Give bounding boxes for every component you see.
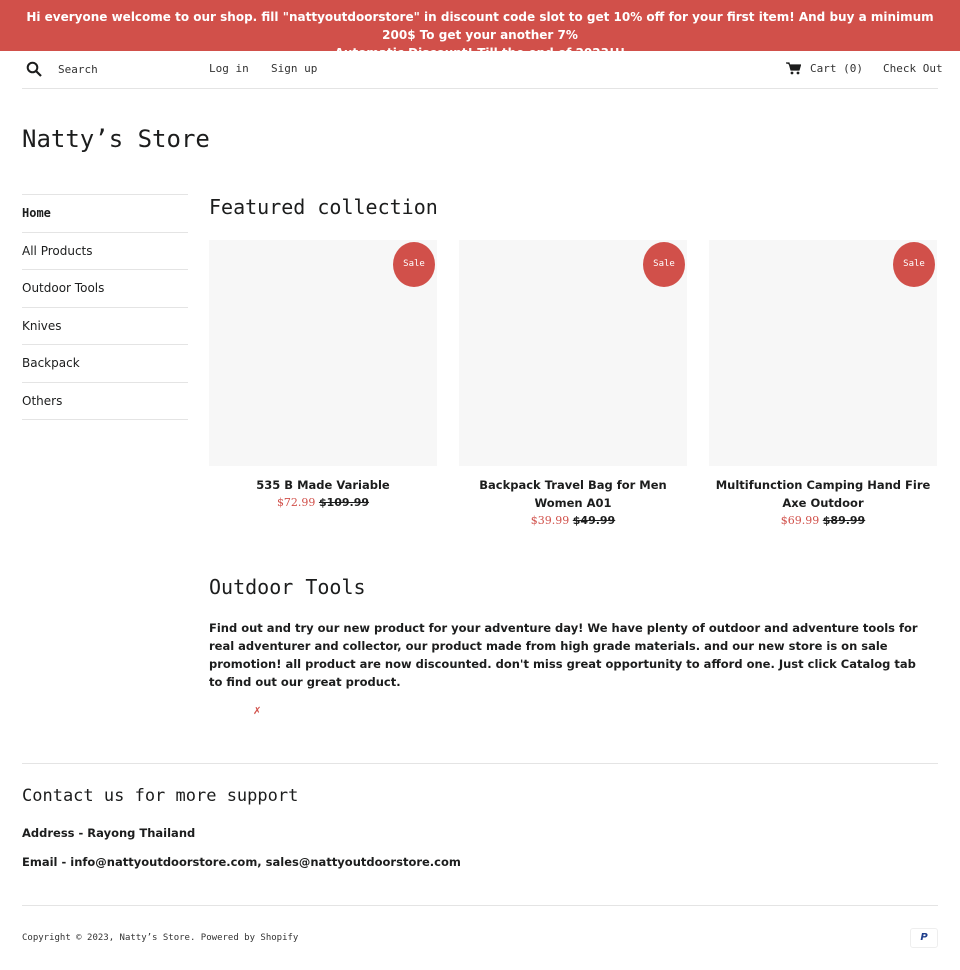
search-icon[interactable] <box>26 61 42 77</box>
site-header <box>22 51 943 89</box>
product-image[interactable] <box>209 240 437 466</box>
cart-link[interactable]: Cart (0) <box>810 62 863 75</box>
sale-badge: Sale <box>393 242 435 287</box>
cart-icon[interactable] <box>786 62 801 75</box>
sale-badge: Sale <box>893 242 935 287</box>
signup-link[interactable]: Sign up <box>271 62 318 75</box>
announcement-bar <box>0 0 960 60</box>
product-card[interactable] <box>709 240 937 530</box>
store-title[interactable]: Natty’s Store <box>22 125 210 153</box>
original-price: $49.99 <box>572 514 616 527</box>
product-name[interactable]: Multifunction Camping Hand Fire Axe Outdoor <box>715 478 931 510</box>
sale-price: $69.99 <box>780 514 820 527</box>
sale-badge: Sale <box>643 242 685 287</box>
product-name[interactable]: 535 B Made Variable <box>256 478 390 492</box>
announcement-line-2: Automatic Discount! Till the end of 2023!!! <box>334 46 626 60</box>
product-image[interactable] <box>459 240 687 466</box>
login-link[interactable]: Log in <box>209 62 249 75</box>
sidebar-nav <box>22 194 188 420</box>
paypal-icon: P <box>910 928 938 948</box>
product-price <box>459 512 687 530</box>
sidebar-item-outdoor-tools[interactable]: Outdoor Tools <box>22 270 188 308</box>
original-price: $109.99 <box>318 496 370 509</box>
sidebar-item-home[interactable]: Home <box>22 195 188 233</box>
product-name[interactable]: Backpack Travel Bag for Men Women A01 <box>479 478 667 510</box>
product-card[interactable] <box>459 240 687 530</box>
outdoor-tools-description: Find out and try our new product for your adventure day! We have plenty of outdoor and adventure tools for real adventurer and collector, our product made from high grade materials. and our new store is on sale promotion! all product are now discounted. don't miss great opportunity to afford one. Just click Catalog tab to find out our great product. <box>209 621 918 689</box>
product-price <box>709 512 937 530</box>
featured-collection-title: Featured collection <box>209 195 438 219</box>
outdoor-tools-title: Outdoor Tools <box>209 575 366 599</box>
search-input[interactable] <box>58 60 198 78</box>
contact-email: Email - info@nattyoutdoorstore.com, sales@nattyoutdoorstore.com <box>22 855 461 869</box>
divider <box>22 905 938 906</box>
sidebar-item-all-products[interactable]: All Products <box>22 233 188 271</box>
product-image[interactable] <box>709 240 937 466</box>
copyright: Copyright © 2023, Natty’s Store. Powered by Shopify <box>22 933 299 943</box>
checkout-link[interactable]: Check Out <box>883 62 943 75</box>
contact-title: Contact us for more support <box>22 786 299 806</box>
original-price: $89.99 <box>822 514 866 527</box>
sidebar-item-knives[interactable]: Knives <box>22 308 188 346</box>
divider <box>22 763 938 764</box>
announcement-line-1: Hi everyone welcome to our shop. fill "nattyoutdoorstore" in discount code slot to get 10% off for your first item! And buy a minimum 200$ To get your another 7% <box>26 10 934 42</box>
sale-price: $72.99 <box>276 496 316 509</box>
sale-price: $39.99 <box>530 514 570 527</box>
sidebar-item-backpack[interactable]: Backpack <box>22 345 188 383</box>
contact-address: Address - Rayong Thailand <box>22 826 196 840</box>
product-card[interactable] <box>209 240 437 512</box>
sidebar-item-others[interactable]: Others <box>22 383 188 421</box>
product-price <box>209 494 437 512</box>
broken-image-icon: ✗ <box>253 706 262 717</box>
